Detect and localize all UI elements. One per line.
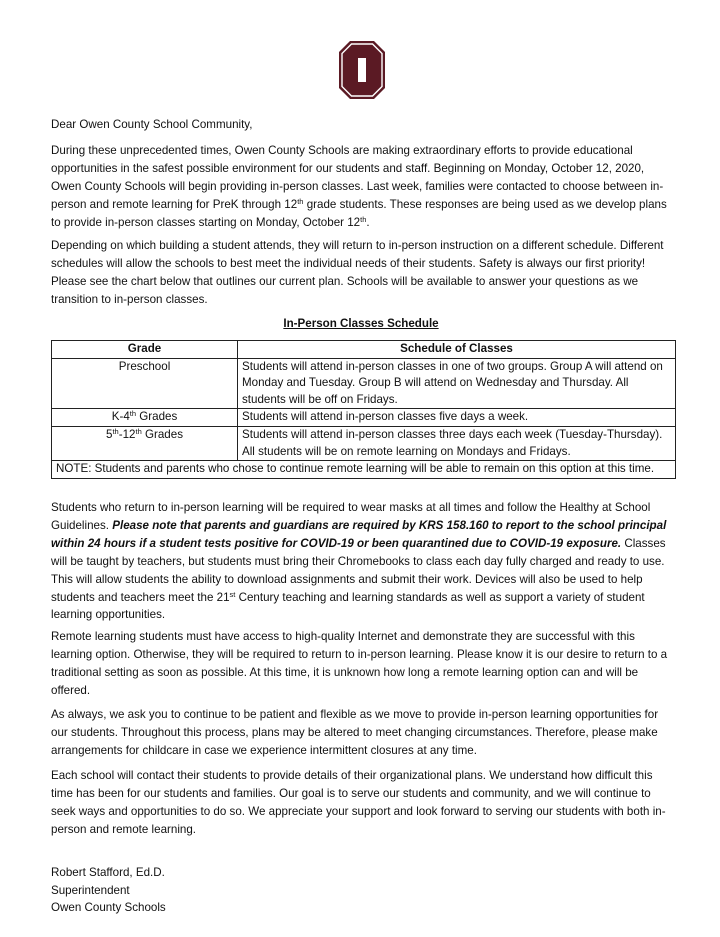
school-logo-icon xyxy=(338,40,386,100)
table-header-row xyxy=(52,341,676,359)
signature-block xyxy=(51,864,166,917)
table-row xyxy=(52,426,676,460)
column-header-grade: Grade xyxy=(52,341,238,359)
signature-name: Robert Stafford, Ed.D. xyxy=(51,866,165,879)
table-row xyxy=(52,358,676,409)
table-note-row xyxy=(52,461,676,479)
schedule-cell: Students will attend in-person classes in one of two groups. Group A will attend on Monday and Tuesday. Group B will attend on Wednesday and Thursday. All students will be off on Fridays. xyxy=(238,358,676,409)
schedule-cell: Students will attend in-person classes three days each week (Tuesday-Thursday). All students will be on remote learning on Mondays and Fridays. xyxy=(238,426,676,460)
signature-title: Superintendent xyxy=(51,883,130,897)
table-title: In-Person Classes Schedule xyxy=(283,317,439,330)
schedule-cell: Students will attend in-person classes five days a week. xyxy=(238,409,676,427)
signature-org: Owen County Schools xyxy=(51,901,166,915)
paragraph-remote: Remote learning students must have access to high-quality Internet and demonstrate they are successful with this learning option. Otherwise, they will be required to return to in-person learning. Please know it is our desire to return to a traditional setting as soon as possible. At this time, it is unknown how long a remote learning option can and will be offered. xyxy=(51,630,668,697)
paragraph-intro: During these unprecedented times, Owen County Schools are making extraordinary efforts to provide educational opportunities in the safest possible environment for our students and staff. Beginning on Monday, October 12, 2020, Owen County Schools will begin providing in-person classes. Last week, families were contacted to choose between in-person and remote learning for PreK through 12th grade students. These responses are being used as we develop plans to provide in-person classes starting on Monday, October 12th. xyxy=(51,144,667,229)
schedule-table xyxy=(51,340,676,479)
column-header-schedule: Schedule of Classes xyxy=(238,341,676,359)
paragraph-schedule: Depending on which building a student attends, they will return to in-person instruction on a different schedule. Different schedules will allow the schools to best meet the individual needs of their students. Safety is always our first priority! Please see the chart below that outlines our current plan. Schools will be available to answer your questions as we transition to in-person classes. xyxy=(51,239,664,306)
paragraph-masks: Students who return to in-person learning will be required to wear masks at all times and follow the Healthy at School Guidelines. Please note that parents and guardians are required by KRS 158.160 to report to the school principal within 24 hours if a student tests positive for COVID-19 or been quarantined due to COVID-19 exposure. Classes will be taught by teachers, but students must bring their Chromebooks to class each day fully charged and ready to use. This will allow students the ability to download assignments and submit their work. Devices will also be used to help students and teachers meet the 21st Century teaching and learning standards as well as support a variety of student learning opportunities. xyxy=(51,501,667,622)
table-row xyxy=(52,409,676,427)
paragraph-patience: As always, we ask you to continue to be patient and flexible as we move to provide in-person learning opportunities for our students. Throughout this process, plans may be altered to meet changing circumstances. Therefore, please make arrangements for childcare in case we experience intermittent closures at any time. xyxy=(51,708,659,757)
covid-reporting-notice: Please note that parents and guardians are required by KRS 158.160 to report to the school principal within 24 hours if a student tests positive for COVID-19 or been quarantined due to COVID-19 exposure. xyxy=(51,518,667,550)
greeting: Dear Owen County School Community, xyxy=(51,118,253,131)
grade-cell: 5th-12th Grades xyxy=(52,426,238,460)
paragraph-closing: Each school will contact their students to provide details of their organizational plans. We understand how difficult this time has been for our students and families. Our goal is to serve our students and community, and we will continue to seek ways and opportunities to do so. We appreciate your support and look forward to serving our students with both in-person and remote learning. xyxy=(51,769,666,836)
table-note: NOTE: Students and parents who chose to continue remote learning will be able to remain on this option at this time. xyxy=(52,461,676,479)
grade-cell: Preschool xyxy=(52,358,238,409)
grade-cell: K-4th Grades xyxy=(52,409,238,427)
logo-inner-hole xyxy=(358,58,366,82)
